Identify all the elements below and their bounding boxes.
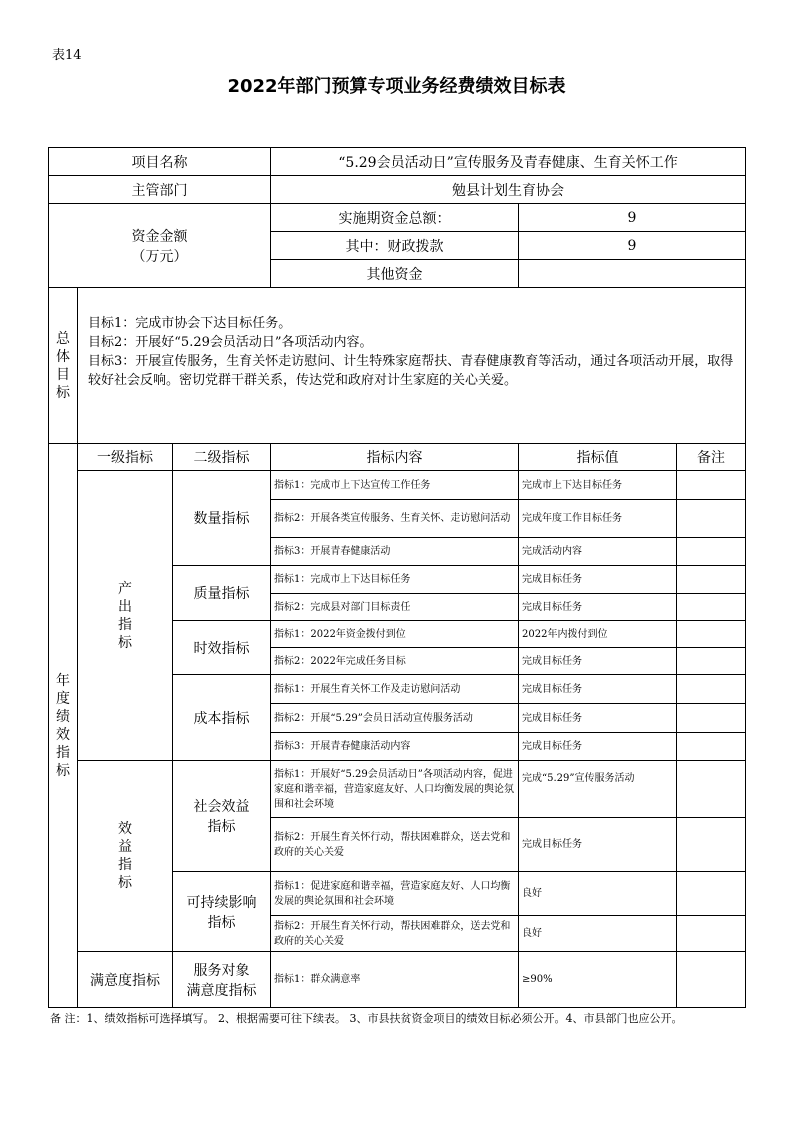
indicator-value: 良好: [519, 872, 677, 916]
goal-line-3: 目标3：开展宣传服务，生育关怀走访慰问、计生特殊家庭帮扶、青春健康教育等活动，通过各项活动开展，取得较好社会反响。密切党群干群关系，传达党和政府对计生家庭的关心关爱。: [88, 354, 734, 388]
fund-total-label: 实施期资金总额：: [271, 204, 519, 232]
fund-fiscal-value: 9: [519, 232, 746, 260]
table-row: [49, 761, 746, 818]
indicator-remark: [677, 500, 746, 538]
indicator-remark: [677, 675, 746, 704]
fund-label-cell: [49, 204, 271, 288]
fund-unit: （万元）: [131, 248, 188, 265]
indicator-content: 指标1：群众满意率: [271, 952, 519, 1008]
indicator-content: 指标2：2022年完成任务目标: [271, 648, 519, 675]
indicator-remark: [677, 704, 746, 733]
indicator-remark: [677, 818, 746, 872]
indicator-value: 完成“5.29”宣传服务活动: [519, 761, 677, 818]
goal-line-1: 目标1：完成市协会下达目标任务。: [88, 316, 292, 331]
indicator-content: 指标2：开展“5.29”会员日活动宣传服务活动: [271, 704, 519, 733]
overall-goal-label: 总 体 目 标: [49, 288, 78, 444]
social-benefit-indicator-label: 社会效益 指标: [173, 761, 271, 872]
department-label: 主管部门: [49, 176, 271, 204]
indicator-remark: [677, 471, 746, 500]
indicator-value: 完成目标任务: [519, 648, 677, 675]
sustainable-impact-indicator-label: 可持续影响 指标: [173, 872, 271, 952]
quality-indicator-label: 质量指标: [173, 566, 271, 621]
department-value: 勉县计划生育协会: [271, 176, 746, 204]
indicator-remark: [677, 733, 746, 761]
indicator-remark: [677, 916, 746, 952]
header-level1: 一级指标: [78, 444, 173, 471]
fund-other-value: [519, 260, 746, 288]
header-content: 指标内容: [271, 444, 519, 471]
department-row: [49, 176, 746, 204]
indicator-header-row: [49, 444, 746, 471]
indicator-content: 指标1：完成市上下达宣传工作任务: [271, 471, 519, 500]
page-title: 2022年部门预算专项业务经费绩效目标表: [227, 76, 566, 97]
performance-target-table: [48, 147, 746, 1008]
fund-fiscal-label: 其中：财政拨款: [271, 232, 519, 260]
indicator-content: 指标1：2022年资金拨付到位: [271, 621, 519, 648]
overall-goal-content: [78, 288, 746, 444]
header-value: 指标值: [519, 444, 677, 471]
satisfaction-indicator-label: 满意度指标: [78, 952, 173, 1008]
indicator-value: 良好: [519, 916, 677, 952]
indicator-value: 完成目标任务: [519, 704, 677, 733]
cost-indicator-label: 成本指标: [173, 675, 271, 761]
indicator-remark: [677, 648, 746, 675]
indicator-value: 完成目标任务: [519, 733, 677, 761]
project-name-label: 项目名称: [49, 148, 271, 176]
indicator-value: 完成活动内容: [519, 538, 677, 566]
service-satisfaction-label: 服务对象 满意度指标: [173, 952, 271, 1008]
indicator-value: 完成目标任务: [519, 675, 677, 704]
indicator-content: 指标3：开展青春健康活动内容: [271, 733, 519, 761]
indicator-remark: [677, 538, 746, 566]
indicator-value: 完成目标任务: [519, 818, 677, 872]
quantity-indicator-label: 数量指标: [173, 471, 271, 566]
indicator-value: 完成目标任务: [519, 566, 677, 594]
indicator-value: ≥90%: [519, 952, 677, 1008]
indicator-content: 指标1：促进家庭和谐幸福，营造家庭友好、人口均衡发展的舆论氛围和社会环境: [271, 872, 519, 916]
output-indicator-label: 产 出 指 标: [78, 471, 173, 761]
indicator-remark: [677, 594, 746, 621]
indicator-content: 指标2：开展生育关怀行动，帮扶困难群众，送去党和政府的关心关爱: [271, 916, 519, 952]
fund-other-label: 其他资金: [271, 260, 519, 288]
indicator-value: 完成目标任务: [519, 594, 677, 621]
indicator-content: 指标1：完成市上下达目标任务: [271, 566, 519, 594]
header-level2: 二级指标: [173, 444, 271, 471]
indicator-content: 指标2：开展各类宣传服务、生育关怀、走访慰问活动: [271, 500, 519, 538]
indicator-content: 指标2：完成县对部门目标责任: [271, 594, 519, 621]
indicator-value: 完成市上下达目标任务: [519, 471, 677, 500]
indicator-value: 2022年内拨付到位: [519, 621, 677, 648]
overall-goal-row: [49, 288, 746, 444]
benefit-indicator-label: 效 益 指 标: [78, 761, 173, 952]
indicator-content: 指标1：开展好“5.29会员活动日”各项活动内容，促进家庭和谐幸福，营造家庭友好、人口均衡发展的舆论氛围和社会环境: [271, 761, 519, 818]
timeliness-indicator-label: 时效指标: [173, 621, 271, 675]
indicator-remark: [677, 761, 746, 818]
indicator-content: 指标1：开展生育关怀工作及走访慰问活动: [271, 675, 519, 704]
footnote: 备 注：1、绩效指标可选择填写。 2、根据需要可往下续表。 3、市县扶贫资金项目的绩效目标必须公开。4、市县部门也应公开。: [50, 1012, 683, 1025]
indicator-remark: [677, 952, 746, 1008]
indicator-remark: [677, 566, 746, 594]
project-name-row: [49, 148, 746, 176]
indicator-value: 完成年度工作目标任务: [519, 500, 677, 538]
header-remark: 备注: [677, 444, 746, 471]
fund-label: 资金金额: [131, 228, 188, 245]
table-row: [49, 952, 746, 1008]
indicator-remark: [677, 872, 746, 916]
fund-total-value: 9: [519, 204, 746, 232]
annual-indicator-label: 年 度 绩 效 指 标: [49, 444, 78, 1008]
indicator-content: 指标3：开展青春健康活动: [271, 538, 519, 566]
table-number: 表14: [52, 48, 82, 63]
indicator-content: 指标2：开展生育关怀行动，帮扶困难群众，送去党和政府的关心关爱: [271, 818, 519, 872]
indicator-remark: [677, 621, 746, 648]
project-name-value: “5.29会员活动日”宣传服务及青春健康、生育关怀工作: [271, 148, 746, 176]
fund-total-row: [49, 204, 746, 232]
goal-line-2: 目标2：开展好“5.29会员活动日”各项活动内容。: [88, 335, 373, 350]
table-row: [49, 471, 746, 500]
